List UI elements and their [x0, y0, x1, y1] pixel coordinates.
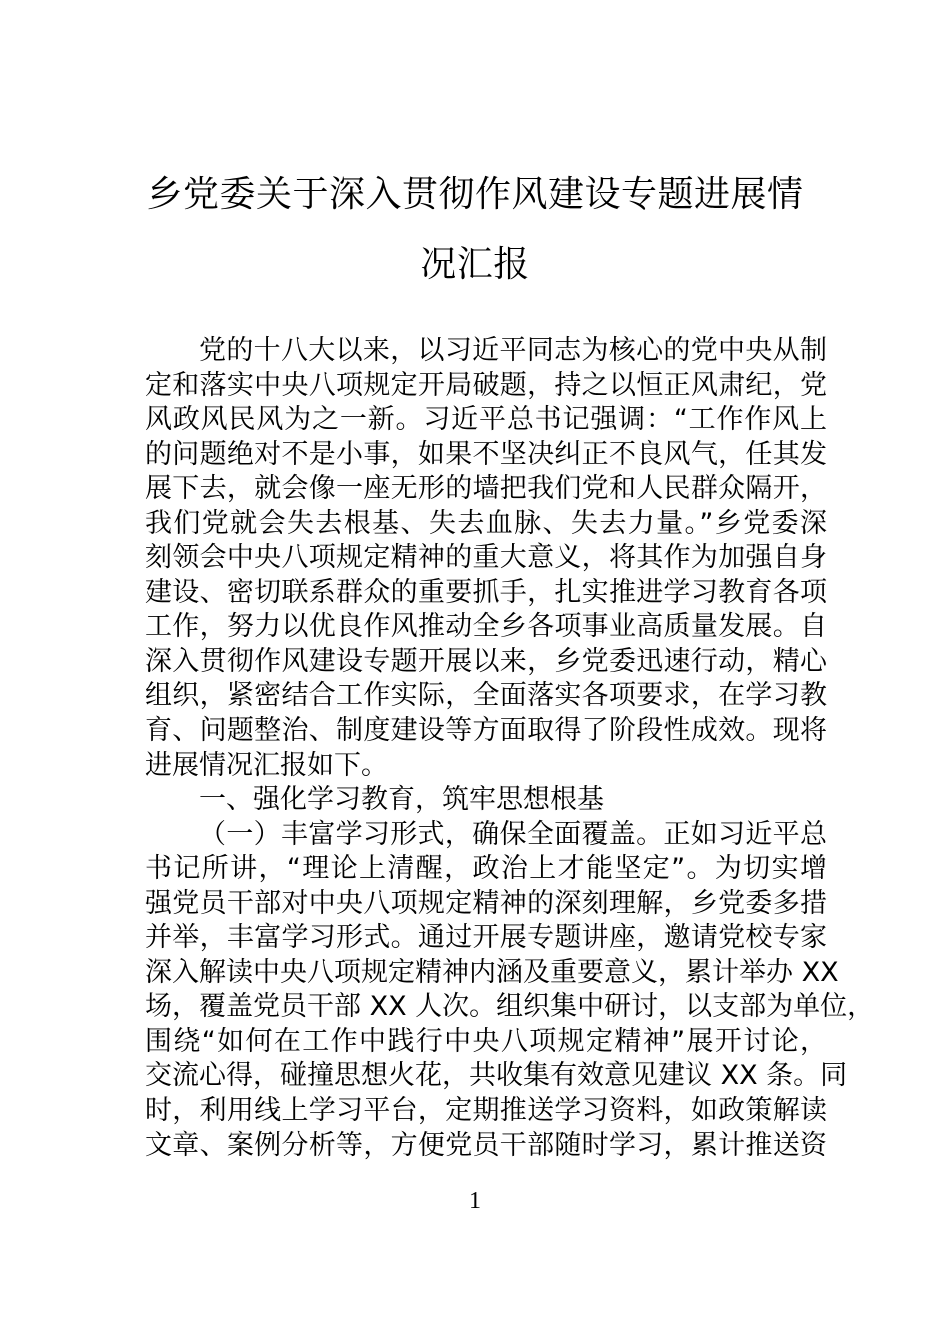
text-line: 交流心得，碰撞思想火花，共收集有效意见建议 XX 条。同 [145, 1060, 848, 1092]
text-line: 深入贯彻作风建设专题开展以来，乡党委迅速行动，精心 [145, 645, 827, 677]
text-line: 文章、案例分析等，方便党员干部随时学习，累计推送资 [145, 1129, 827, 1161]
document-title-line-1: 乡党委关于深入贯彻作风建设专题进展情 [146, 174, 804, 215]
text-line: 展下去，就会像一座无形的墙把我们党和人民群众隔开， [145, 473, 827, 505]
text-line: 党的十八大以来，以习近平同志为核心的党中央从制 [199, 335, 827, 366]
text-line: 我们党就会失去根基、失去血脉、失去力量。”乡党委深 [145, 507, 827, 539]
text-line: 建设、密切联系群众的重要抓手，扎实推进学习教育各项 [145, 576, 827, 608]
text-line: 围绕“如何在工作中践行中央八项规定精神”展开讨论， [145, 1025, 827, 1057]
text-line: （一）丰富学习形式，确保全面覆盖。正如习近平总 [199, 818, 827, 850]
text-line: 刻领会中央八项规定精神的重大意义，将其作为加强自身 [145, 542, 827, 574]
text-line: 书记所讲，“理论上清醒，政治上才能坚定”。为切实增 [145, 853, 827, 885]
text-line: 组织，紧密结合工作实际，全面落实各项要求，在学习教 [145, 680, 827, 712]
page-number: 1 [469, 1188, 481, 1214]
text-line: 的问题绝对不是小事，如果不坚决纠正不良风气，任其发 [145, 438, 827, 470]
text-line: 工作，努力以优良作风推动全乡各项事业高质量发展。自 [145, 611, 827, 643]
text-line: 风政风民风为之一新。习近平总书记强调：“工作作风上 [145, 404, 827, 436]
text-line: 场，覆盖党员干部 XX 人次。组织集中研讨，以支部为单位， [145, 991, 875, 1023]
text-line: 强党员干部对中央八项规定精神的深刻理解，乡党委多措 [145, 887, 827, 919]
text-line: 育、问题整治、制度建设等方面取得了阶段性成效。现将 [145, 715, 827, 747]
document-title-line-2: 况汇报 [420, 244, 530, 285]
text-line: 时，利用线上学习平台，定期推送学习资料，如政策解读 [145, 1095, 827, 1127]
document-body [145, 334, 875, 1163]
text-line: 定和落实中央八项规定开局破题，持之以恒正风肃纪，党 [145, 369, 827, 401]
section-heading: 一、强化学习教育，筑牢思想根基 [199, 784, 604, 816]
text-line: 并举，丰富学习形式。通过开展专题讲座，邀请党校专家 [145, 922, 827, 954]
text-line: 深入解读中央八项规定精神内涵及重要意义，累计举办 XX [145, 956, 839, 988]
text-line: 进展情况汇报如下。 [145, 749, 388, 781]
